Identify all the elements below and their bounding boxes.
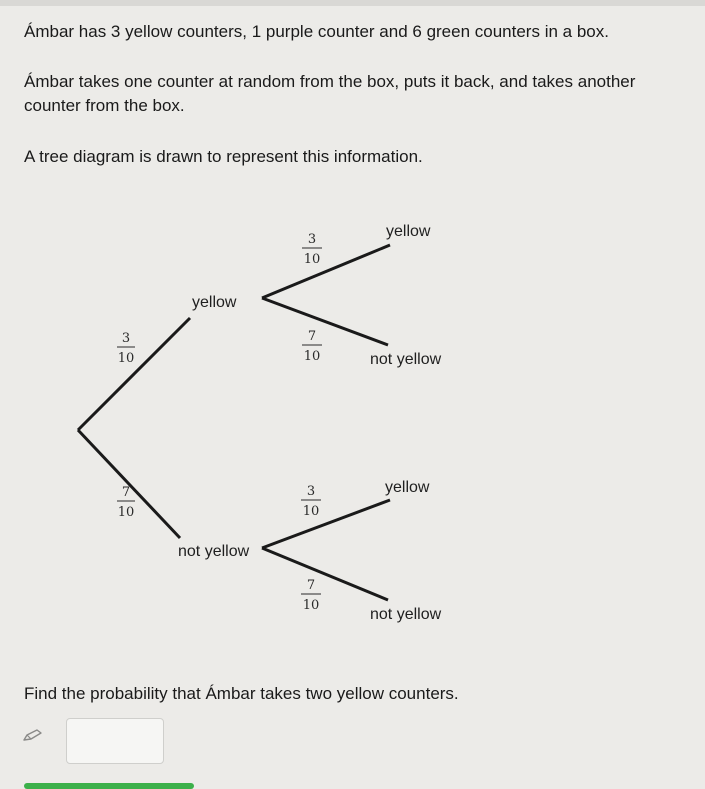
fraction-numerator: 3 bbox=[121, 331, 131, 346]
node-label-yellow: yellow bbox=[192, 294, 237, 311]
fraction-ny-not-yellow bbox=[301, 578, 321, 613]
fraction-y-yellow bbox=[302, 232, 322, 267]
submit-button[interactable] bbox=[24, 783, 194, 789]
question-prompt: Find the probability that Ámbar takes two yellow counters. bbox=[24, 684, 459, 703]
leaf-label-ny: yellow bbox=[385, 479, 430, 496]
branch-first-not-yellow bbox=[78, 430, 180, 538]
fraction-numerator: 7 bbox=[121, 485, 131, 500]
leaf-label-yy: yellow bbox=[386, 223, 431, 240]
fraction-denominator: 10 bbox=[302, 598, 320, 613]
fraction-denominator: 10 bbox=[302, 504, 320, 519]
fraction-numerator: 3 bbox=[306, 484, 316, 499]
fraction-denominator: 10 bbox=[117, 351, 135, 366]
fraction-first-not-yellow bbox=[117, 485, 135, 520]
branch-ny-not-yellow bbox=[262, 548, 388, 600]
fraction-y-not-yellow bbox=[302, 329, 322, 364]
fraction-numerator: 7 bbox=[307, 329, 317, 344]
question-text-1: Ámbar has 3 yellow counters, 1 purple counter and 6 green counters in a box. bbox=[24, 22, 609, 41]
leaf-label-nn: not yellow bbox=[370, 606, 442, 623]
answer-input[interactable] bbox=[66, 718, 164, 764]
fraction-denominator: 10 bbox=[117, 505, 135, 520]
fraction-first-yellow bbox=[117, 331, 135, 366]
branch-y-yellow bbox=[262, 245, 390, 298]
branch-ny-yellow bbox=[262, 500, 390, 548]
fraction-numerator: 7 bbox=[306, 578, 316, 593]
question-text-3: A tree diagram is drawn to represent this information. bbox=[24, 147, 423, 166]
branch-y-not-yellow bbox=[262, 298, 388, 345]
node-label-not-yellow: not yellow bbox=[178, 543, 250, 560]
fraction-numerator: 3 bbox=[307, 232, 317, 247]
fraction-denominator: 10 bbox=[303, 349, 321, 364]
fraction-ny-yellow bbox=[301, 484, 321, 519]
question-text-2: Ámbar takes one counter at random from the box, puts it back, and takes another counter from the box. bbox=[24, 72, 636, 115]
branch-first-yellow bbox=[78, 318, 190, 430]
pencil-icon bbox=[22, 728, 44, 742]
fraction-denominator: 10 bbox=[303, 252, 321, 267]
leaf-label-yn: not yellow bbox=[370, 351, 442, 368]
